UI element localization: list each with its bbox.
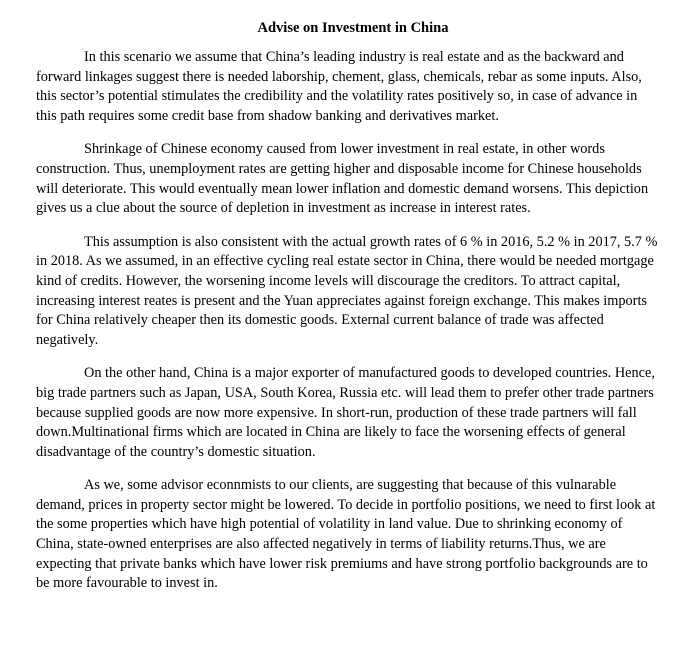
paragraph-5: As we, some advisor econnmists to our clients, are suggesting that because of this vulnarable demand, prices in property sector might be lowered. To decide in portfolio positions, we need to first look at the some properties which have high potential of volatility in land value. Due to shrinking economy of China, state-owned enterprises are also affected negatively in terms of liability returns.Thus, we are expecting that private banks which have lower risk premiums and have strong portfolio backgrounds are to be more favourable to invest in.	[36, 477, 656, 592]
paragraph-1: In this scenario we assume that China’s leading industry is real estate and as the backward and forward linkages suggest there is needed laborship, chement, glass, chemicals, rebar as some inputs. Also, this sector’s potential stimulates the credibility and the volatility rates positively so, in case of advance in this path requires some credit base from shadow banking and derivatives market.	[36, 49, 642, 124]
paragraph-4: On the other hand, China is a major exporter of manufactured goods to developed countries. Hence, big trade partners such as Japan, USA, South Korea, Russia etc. will lead them to prefer other trade partners because supplied goods are now more expensive. In short-run, production of these trade partners will fall down.Multinational firms which are located in China are likely to face the worsening effects of general disadvantage of the country’s domestic situation.	[36, 365, 655, 460]
paragraph-2: Shrinkage of Chinese economy caused from lower investment in real estate, in other words construction. Thus, unemployment rates are getting higher and disposable income for Chinese households will deteriorate. This would eventually mean lower inflation and domestic demand worsens. This depiction gives us a clue about the source of depletion in investment as increase in interest rates.	[36, 141, 649, 217]
document-title: Advise on Investment in China	[257, 20, 449, 36]
paragraph-3: This assumption is also consistent with the actual growth rates of 6 % in 2016, 5.2 % in 2017, 5.7 % in 2018. As we assumed, in an effective cycling real estate sector in China, there would be needed mortgage kind of credits. However, the worsening income levels will discourage the creditors. To attract capital, increasing interest reates is present and the Yuan appreciates against foreign exchange. This makes imports for China relatively cheaper then its domestic goods. External current balance of trade was affected negatively.	[36, 233, 658, 348]
